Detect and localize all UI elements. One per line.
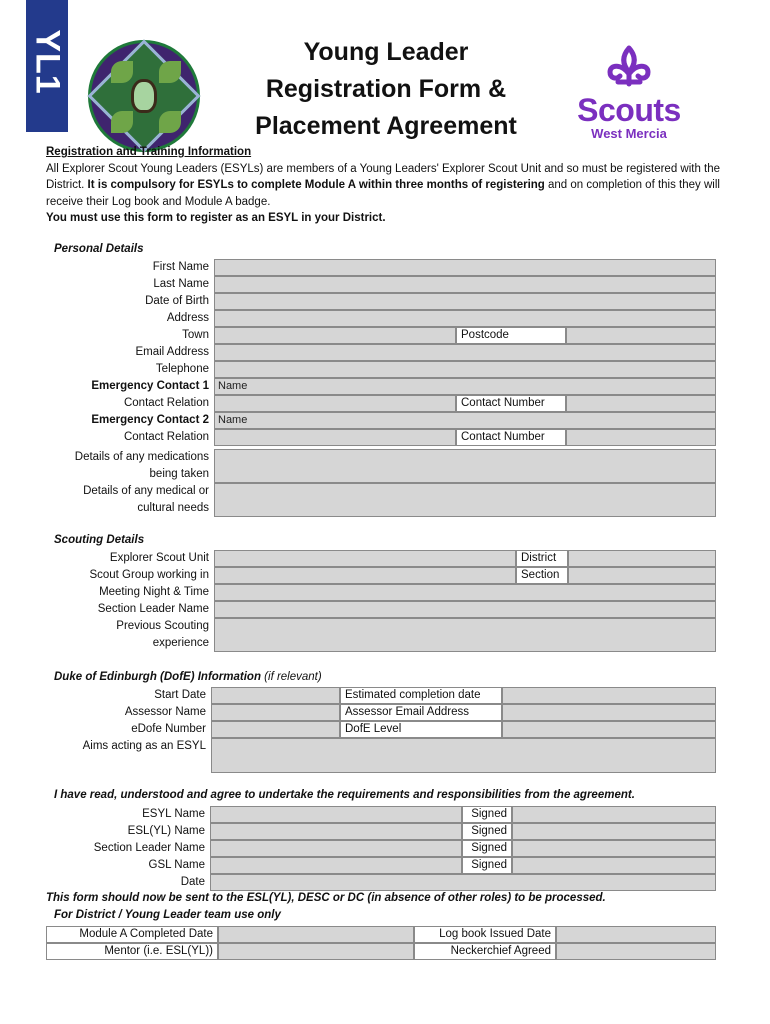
postcode-field[interactable] [566, 327, 716, 344]
unit-badge-logo [88, 40, 200, 152]
contact-2-relation-field[interactable] [214, 429, 456, 446]
esl-signature-field[interactable] [512, 823, 716, 840]
personal-details-heading: Personal Details [54, 243, 144, 255]
medical-needs-field[interactable] [214, 483, 716, 517]
esyl-signature-field[interactable] [512, 806, 716, 823]
page-title: Young Leader Registration Form & Placement Agreement [255, 38, 517, 140]
assessor-name-field[interactable] [211, 704, 340, 721]
assessor-email-field[interactable] [502, 704, 716, 721]
fleur-de-lis-icon [604, 44, 654, 90]
first-name-field[interactable] [214, 259, 716, 276]
emergency-contact-1-name-field[interactable]: Name [214, 378, 716, 395]
esyl-name-field[interactable] [210, 806, 462, 823]
section-field[interactable] [568, 567, 716, 584]
medications-field[interactable] [214, 449, 716, 483]
info-requirement: You must use this form to register as an ESYL in your District. [46, 212, 386, 224]
section-leader-signature-field[interactable] [512, 840, 716, 857]
address-field[interactable] [214, 310, 716, 327]
email-field[interactable] [214, 344, 716, 361]
scouting-details-heading: Scouting Details [54, 534, 145, 546]
contact-2-number-field[interactable] [566, 429, 716, 446]
meeting-night-field[interactable] [214, 584, 716, 601]
contact-1-number-field[interactable] [566, 395, 716, 412]
previous-experience-field[interactable] [214, 618, 716, 652]
aims-field[interactable] [211, 738, 716, 773]
contact-1-relation-field[interactable] [214, 395, 456, 412]
town-field[interactable] [214, 327, 456, 344]
acorn-icon [131, 79, 157, 113]
scouts-logo: Scouts West Mercia [566, 44, 692, 141]
dofe-level-field[interactable] [502, 721, 716, 738]
form-code-tab: YL1 [26, 0, 68, 132]
section-leader-sign-name-field[interactable] [210, 840, 462, 857]
gsl-signature-field[interactable] [512, 857, 716, 874]
info-paragraph: All Explorer Scout Young Leaders (ESYLs) are members of a Young Leaders' Explorer Scout Unit and so must be registered with the District. It is compulsory for ESYLs to complete Module A within three months of registering and on completion of this they will receive their Log book and Module A badge. [46, 162, 721, 208]
date-of-birth-field[interactable] [214, 293, 716, 310]
start-date-field[interactable] [211, 687, 340, 704]
neckerchief-field[interactable] [556, 943, 716, 960]
team-use-heading: For District / Young Leader team use only [54, 909, 281, 921]
info-heading: Registration and Training Information [46, 146, 252, 158]
scout-group-field[interactable] [214, 567, 516, 584]
gsl-name-field[interactable] [210, 857, 462, 874]
log-book-date-field[interactable] [556, 926, 716, 943]
telephone-field[interactable] [214, 361, 716, 378]
estimated-completion-field[interactable] [502, 687, 716, 704]
agreement-date-field[interactable] [210, 874, 716, 891]
dofe-heading: Duke of Edinburgh (DofE) Information (if relevant) [54, 671, 322, 683]
agreement-heading: I have read, understood and agree to undertake the requirements and responsibilities from the agreement. [54, 789, 635, 801]
mentor-field[interactable] [218, 943, 414, 960]
district-field[interactable] [568, 550, 716, 567]
registration-info [46, 144, 726, 227]
explorer-scout-unit-field[interactable] [214, 550, 516, 567]
last-name-field[interactable] [214, 276, 716, 293]
edofe-number-field[interactable] [211, 721, 340, 738]
module-a-date-field[interactable] [218, 926, 414, 943]
submission-note: This form should now be sent to the ESL(YL), DESC or DC (in absence of other roles) to be processed. [46, 892, 606, 904]
emergency-contact-2-name-field[interactable]: Name [214, 412, 716, 429]
section-leader-name-field[interactable] [214, 601, 716, 618]
esl-name-field[interactable] [210, 823, 462, 840]
